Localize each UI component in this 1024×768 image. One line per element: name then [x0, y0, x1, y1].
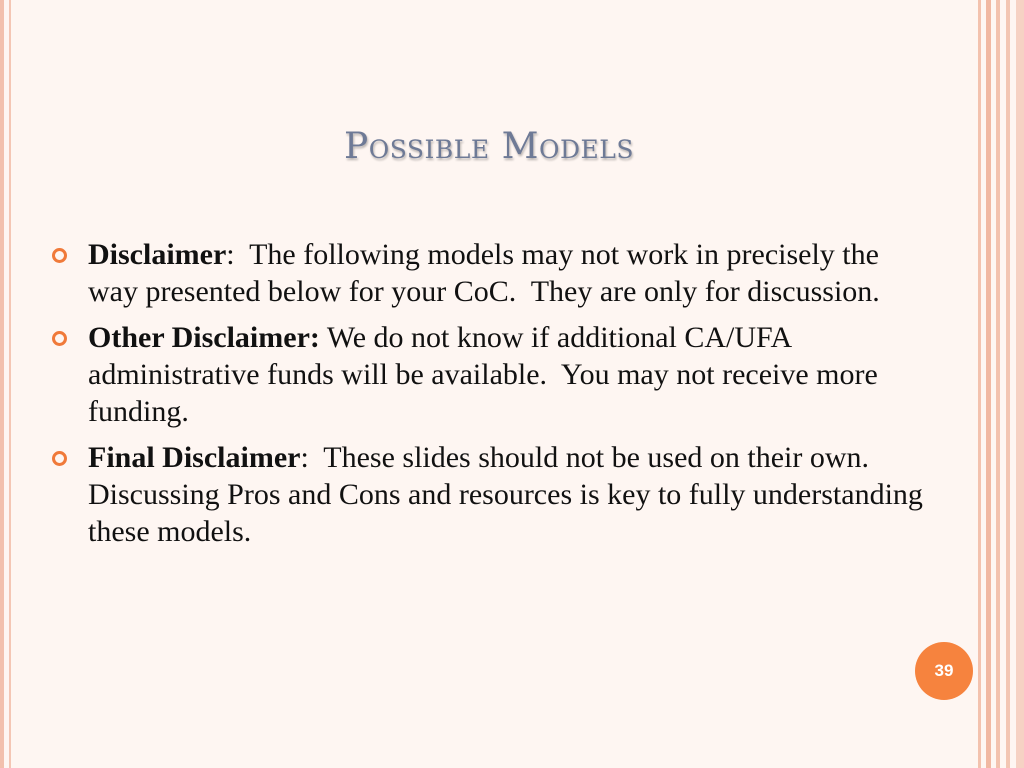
bullet-item [52, 236, 932, 310]
bullet-list [52, 236, 932, 559]
bullet-label-suffix: : [226, 238, 235, 271]
bullet-label: Other Disclaimer: [88, 321, 320, 354]
bullet-text: The following models may not work in precisely the way presented below for your CoC. They are only for discussion. [88, 238, 887, 308]
circle-bullet-icon [52, 248, 67, 263]
page-number-badge: 39 [915, 642, 973, 700]
bullet-label: Final Disclaimer [88, 441, 301, 474]
right-border-stripe [978, 0, 981, 768]
right-border-stripe [986, 0, 991, 768]
right-border-stripe [1006, 0, 1010, 768]
bullet-text: These slides should not be used on their own. Discussing Pros and Cons and resources is key to fully understanding these models. [88, 441, 931, 548]
right-border-stripe [996, 0, 1000, 768]
bullet-item [52, 319, 932, 430]
bullet-text: We do not know if additional CA/UFA administrative funds will be available. You may not receive more funding. [88, 321, 886, 428]
left-border-stripe [9, 0, 11, 768]
right-border-stripe [1016, 0, 1024, 768]
slide-title: Possible Models [344, 126, 634, 167]
bullet-item [52, 439, 932, 550]
left-border-stripe [0, 0, 4, 768]
circle-bullet-icon [52, 331, 67, 346]
circle-bullet-icon [52, 451, 67, 466]
bullet-label-suffix: : [300, 441, 309, 474]
bullet-label: Disclaimer [88, 238, 227, 271]
